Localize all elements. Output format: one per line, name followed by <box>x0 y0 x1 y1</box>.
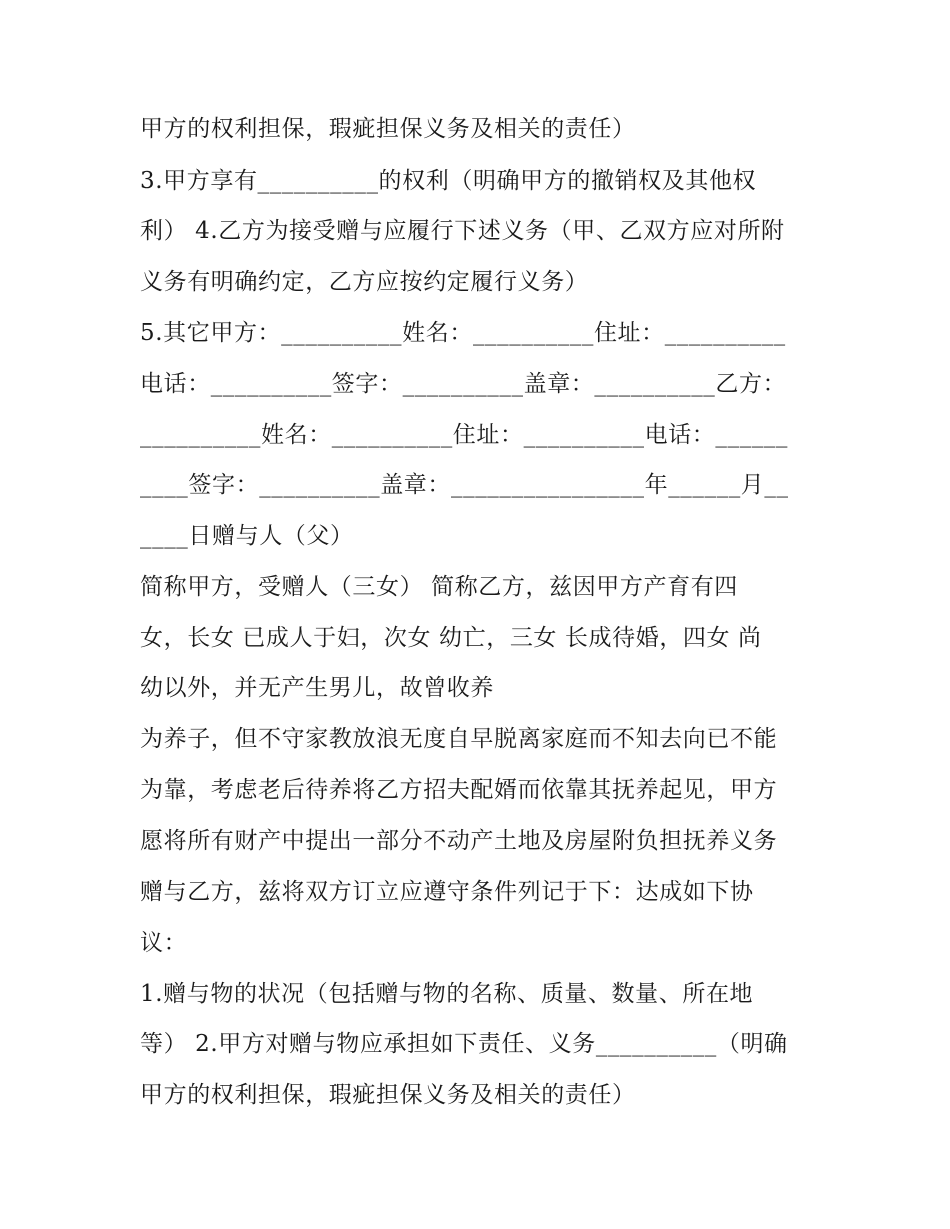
text-line: 等） 2.甲方对赠与物应承担如下责任、义务__________（明确 <box>140 1031 788 1057</box>
text-line: 甲方的权利担保，瑕疵担保义务及相关的责任） <box>140 116 636 142</box>
text-line: ____签字：__________盖章：________________年______月__ <box>140 472 789 498</box>
text-line: 为靠，考虑老后待养将乙方招夫配婿而依靠其抚养起见，甲方 <box>140 777 778 803</box>
text-line: 赠与乙方，兹将双方订立应遵守条件列记于下：达成如下协 <box>140 879 754 905</box>
text-line: 5.其它甲方：__________姓名：__________住址：__________ <box>140 320 786 346</box>
text-line: 利） 4.乙方为接受赠与应履行下述义务（甲、乙双方应对所附 <box>140 218 785 244</box>
text-line: 甲方的权利担保，瑕疵担保义务及相关的责任） <box>140 1082 636 1108</box>
text-line: 1.赠与物的状况（包括赠与物的名称、质量、数量、所在地 <box>140 981 754 1007</box>
text-line: 义务有明确约定，乙方应按约定履行义务） <box>140 269 589 295</box>
text-line: 电话：__________签字：__________盖章：__________乙方： <box>140 371 787 397</box>
text-line: 3.甲方享有__________的权利（明确甲方的撤销权及其他权 <box>140 168 757 194</box>
text-line: __________姓名：__________住址：__________电话：______ <box>140 422 788 448</box>
text-line: 幼以外，并无产生男儿，故曾收养 <box>140 675 494 701</box>
text-line: 女，长女 已成人于妇，次女 幼亡，三女 长成待婚，四女 尚 <box>140 625 762 651</box>
text-line: 议： <box>140 930 188 956</box>
text-line: 愿将所有财产中提出一部分不动产土地及房屋附负担抚养义务 <box>140 828 778 854</box>
text-line: ____日赠与人（父） <box>140 523 354 549</box>
text-line: 为养子，但不守家教放浪无度自早脱离家庭而不知去向已不能 <box>140 726 778 752</box>
text-line: 简称甲方，受赠人（三女） 简称乙方，兹因甲方产育有四 <box>140 574 738 600</box>
